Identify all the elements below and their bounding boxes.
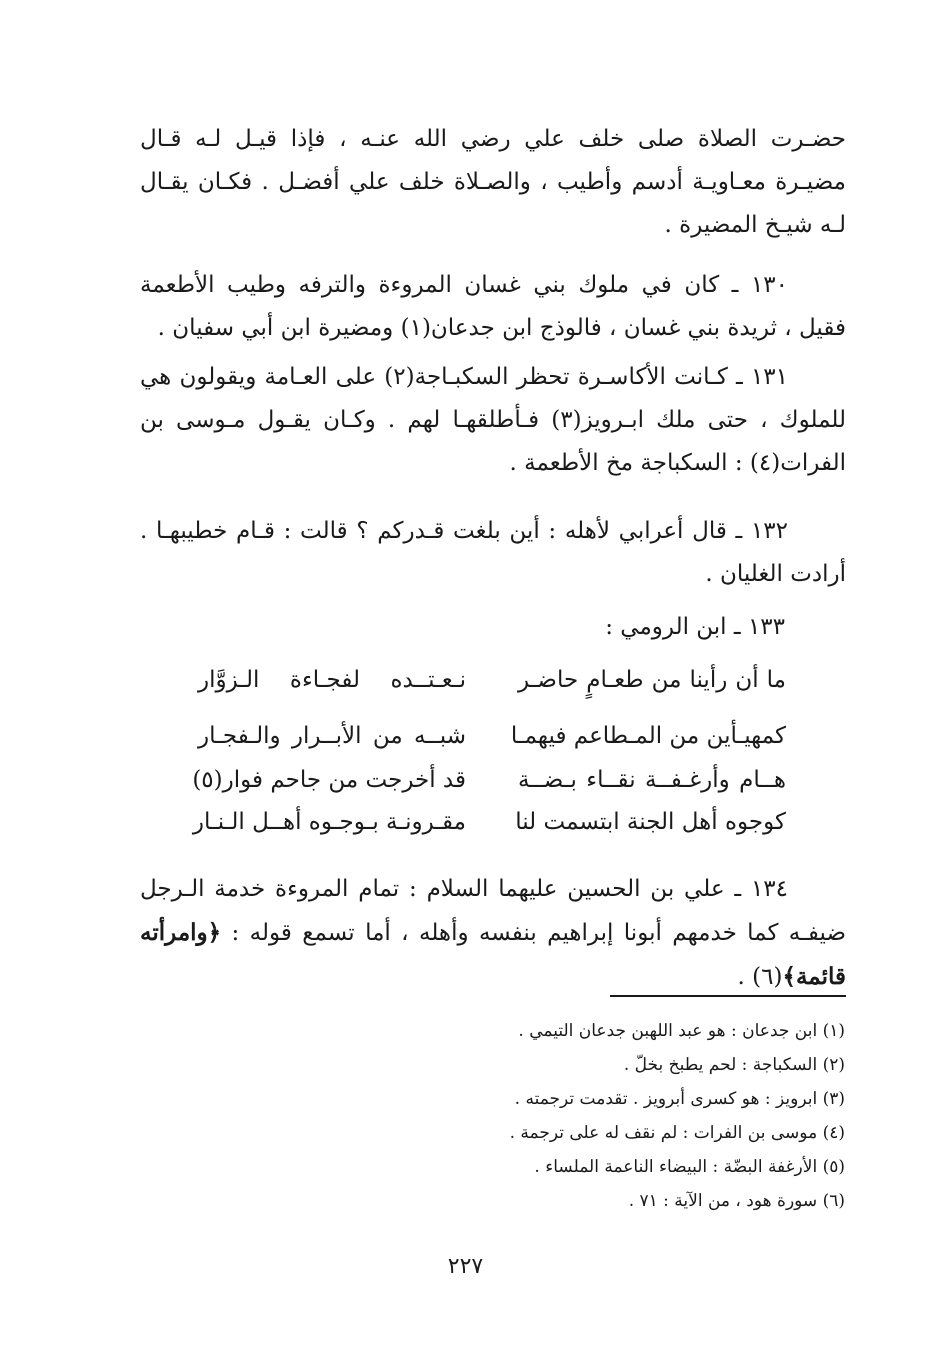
verse-second-hemistich: شبــه من الأبــرار والـفجـار [198, 723, 466, 749]
page-number: ٢٢٧ [447, 1254, 484, 1279]
verse-second-hemistich: مقـرونـة بـوجـوه أهــل الـنـار [192, 809, 466, 835]
footnote-ref: (٦) . [737, 964, 783, 990]
poem-verse [140, 716, 846, 756]
quran-quote: ﴿وامرأته قائمة﴾ [140, 919, 846, 990]
verse-second-hemistich: قد أخرجت من جاحم فوار(٥) [192, 767, 466, 793]
footnote: (٢) السكباجة : لحم يطبخ بخلّ . [623, 1055, 845, 1075]
paragraph-132 [140, 510, 846, 596]
verse-first-hemistich: هــام وأرغـفــة نقــاء بـضــة [518, 767, 786, 793]
paragraph-text: ١٣٢ ـ قال أعرابي لأهله : أين بلغت قـدركم ؟ قالت : قـام خطيبهـا . أرادت الغليان . [140, 518, 846, 587]
footnote: (٤) موسى بن الفرات : لم نقف له على ترجمة . [509, 1123, 845, 1143]
footnote-separator [610, 995, 846, 997]
poem-verse [140, 760, 846, 800]
verse-first-hemistich: كمهيـأين من المـطاعم فيهمـا [510, 723, 786, 749]
poem-verse [140, 802, 846, 842]
footnote: (٦) سورة هود ، من الآية : ٧١ . [628, 1191, 845, 1211]
footnote: (٣) ابرويز : هو كسرى أبرويز . تقدمت ترجمته . [514, 1089, 845, 1109]
footnotes [205, 1014, 845, 1218]
verse-second-hemistich: نـعـتــده لفجـاءة الـزوَّار [198, 667, 466, 693]
paragraph-131 [140, 356, 846, 485]
paragraph-134 [140, 868, 846, 999]
paragraph-text: ١٣٠ ـ كان في ملوك بني غسان المروءة والترفه وطيب الأطعمة فقيل ، ثريدة بني غسان ، فالوذج ابن جدعان(١) ومضيرة ابن أبي سفيان . [140, 272, 846, 341]
poem-intro: ١٣٣ ـ ابن الرومي : [605, 614, 785, 640]
verse-first-hemistich: ما أن رأينا من طعـامٍ حاضـر [518, 667, 786, 693]
paragraph-text: ١٣١ ـ كـانت الأكاسـرة تحظر السكبـاجة(٢) على العـامة ويقولون هي للملوك ، حتى ملك ابـرويز(٣) فـأطلقهـا لهم . وكـان يقـول مـوسى بن الفرات(٤) : السكباجة مخ الأطعمة . [140, 364, 847, 476]
footnote: (١) ابن جدعان : هو عبد اللهبن جدعان التيمي . [518, 1021, 845, 1041]
paragraph-intro [140, 118, 846, 247]
paragraph-text: ١٣٤ ـ علي بن الحسين عليهما السلام : تمام المروءة خدمة الـرجل ضيفـه كما خدمهم أبونا إبراهيم بنفسه وأهله ، أما تسمع قوله : [140, 876, 846, 946]
paragraph-130 [140, 264, 846, 350]
footnote: (٥) الأرغفة البضّة : البيضاء الناعمة الملساء . [534, 1157, 845, 1177]
paragraph-text: حضـرت الصلاة صلى خلف علي رضي الله عنـه ، فإذا قيـل لـه قـال مضيـرة معـاويـة أدسم وأطيب ، والصـلاة خلف علي أفضـل . فكـان يقـال لـه شيـخ المضيرة . [140, 126, 846, 238]
poem-verse [140, 660, 846, 700]
verse-first-hemistich: كوجوه أهل الجنة ابتسمت لنا [515, 809, 786, 835]
